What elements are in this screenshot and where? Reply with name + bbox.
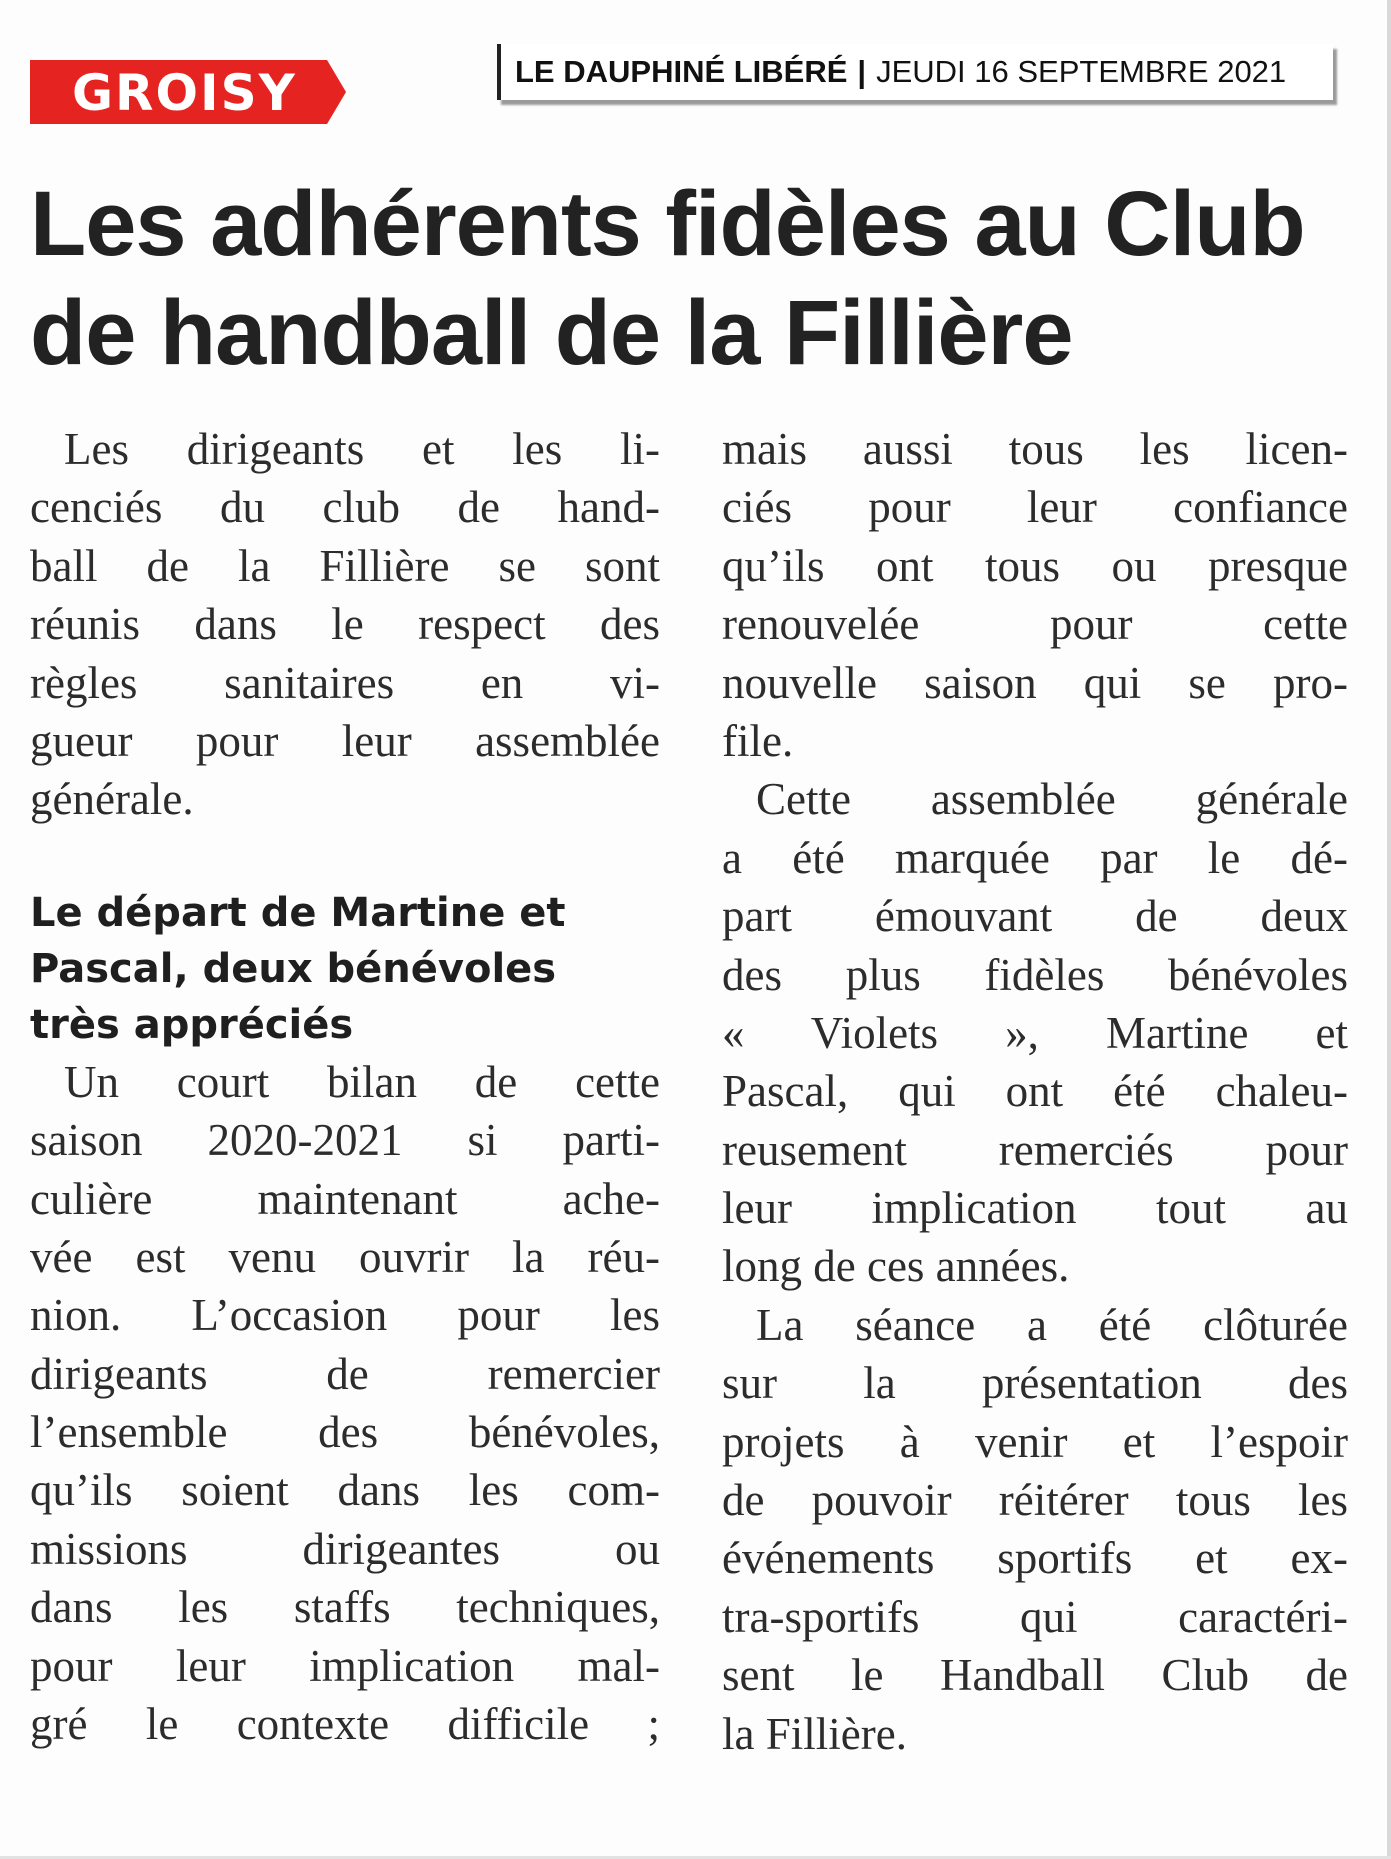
text-line: leur implication tout au	[722, 1183, 1348, 1234]
text-line: qu’ils ont tous ou presque	[722, 540, 1348, 591]
text-line: règles sanitaires en vi-	[30, 657, 660, 708]
subheading-line: Pascal, deux bénévoles	[30, 945, 557, 992]
text-line: reusement remerciés pour	[722, 1124, 1348, 1175]
text-line: nion. L’occasion pour les	[30, 1290, 660, 1341]
text-line: missions dirigeantes ou	[30, 1523, 660, 1574]
text-line: gueur pour leur assemblée	[30, 715, 660, 766]
text-line: La séance a été clôturée	[756, 1299, 1348, 1350]
location-tag: GROISY	[72, 64, 297, 122]
text-line: culière maintenant ache-	[30, 1173, 660, 1224]
headline-line-2: de handball de la Fillière	[30, 282, 1073, 384]
page-edge-shadow	[1387, 0, 1391, 1859]
text-line: dans les staffs techniques,	[30, 1582, 660, 1633]
text-line: Pascal, qui ont été chaleu-	[722, 1066, 1348, 1117]
text-line: de pouvoir réitérer tous les	[722, 1475, 1348, 1526]
text-line: « Violets », Martine et	[722, 1007, 1348, 1058]
article-subheading	[30, 885, 660, 1053]
paragraph-2	[722, 770, 1348, 1296]
newspaper-name: LE DAUPHINÉ LIBÉRÉ	[515, 54, 848, 89]
paragraph-3	[722, 1296, 1348, 1763]
text-line: vée est venu ouvrir la réu-	[30, 1231, 660, 1282]
header-separator: |	[857, 54, 867, 89]
text-line: dirigeants de remercier	[30, 1348, 660, 1399]
text-line: Un court bilan de cette	[64, 1056, 660, 1107]
text-line: tra-sportifs qui caractéri-	[722, 1591, 1348, 1642]
text-line: qu’ils soient dans les com-	[30, 1465, 660, 1516]
text-line: ball de la Fillière se sont	[30, 540, 660, 591]
text-line: renouvelée pour cette	[722, 599, 1348, 650]
text-line: sent le Handball Club de	[722, 1650, 1348, 1701]
text-line: des plus fidèles bénévoles	[722, 949, 1348, 1000]
text-line: saison 2020-2021 si parti-	[30, 1115, 660, 1166]
source-header	[497, 44, 1333, 100]
text-line: cenciés du club de hand-	[30, 482, 660, 533]
intro-paragraph	[30, 420, 660, 829]
text-line: a été marquée par le dé-	[722, 832, 1348, 883]
text-line: sur la présentation des	[722, 1358, 1348, 1409]
text-line: événements sportifs et ex-	[722, 1533, 1348, 1584]
text-line: générale.	[30, 774, 194, 825]
subheading-line: très appréciés	[30, 1001, 354, 1048]
text-line: Les dirigeants et les li-	[64, 424, 660, 474]
article-headline	[30, 170, 1360, 388]
text-line: file.	[722, 715, 794, 766]
paragraph-gap	[30, 829, 660, 885]
text-line: long de ces années.	[722, 1241, 1070, 1292]
text-line: réunis dans le respect des	[30, 599, 660, 650]
paragraph-continued	[722, 420, 1348, 770]
text-line: projets à venir et l’espoir	[722, 1416, 1348, 1467]
text-line: ciés pour leur confiance	[722, 482, 1348, 533]
text-line: l’ensemble des bénévoles,	[30, 1407, 660, 1458]
text-line: la Fillière.	[722, 1708, 907, 1759]
left-column	[30, 420, 660, 1753]
body-paragraph	[30, 1053, 660, 1754]
headline-line-1: Les adhérents fidèles au Club	[30, 173, 1305, 275]
text-line: nouvelle saison qui se pro-	[722, 657, 1348, 708]
publication-date: JEUDI 16 SEPTEMBRE 2021	[876, 54, 1287, 89]
text-line: gré le contexte difficile ;	[30, 1699, 660, 1750]
text-line: part émouvant de deux	[722, 891, 1348, 942]
text-line: pour leur implication mal-	[30, 1640, 660, 1691]
subheading-line: Le départ de Martine et	[30, 889, 566, 936]
text-line: mais aussi tous les licen-	[722, 424, 1348, 474]
text-line: Cette assemblée générale	[756, 774, 1348, 825]
right-column	[722, 420, 1348, 1763]
